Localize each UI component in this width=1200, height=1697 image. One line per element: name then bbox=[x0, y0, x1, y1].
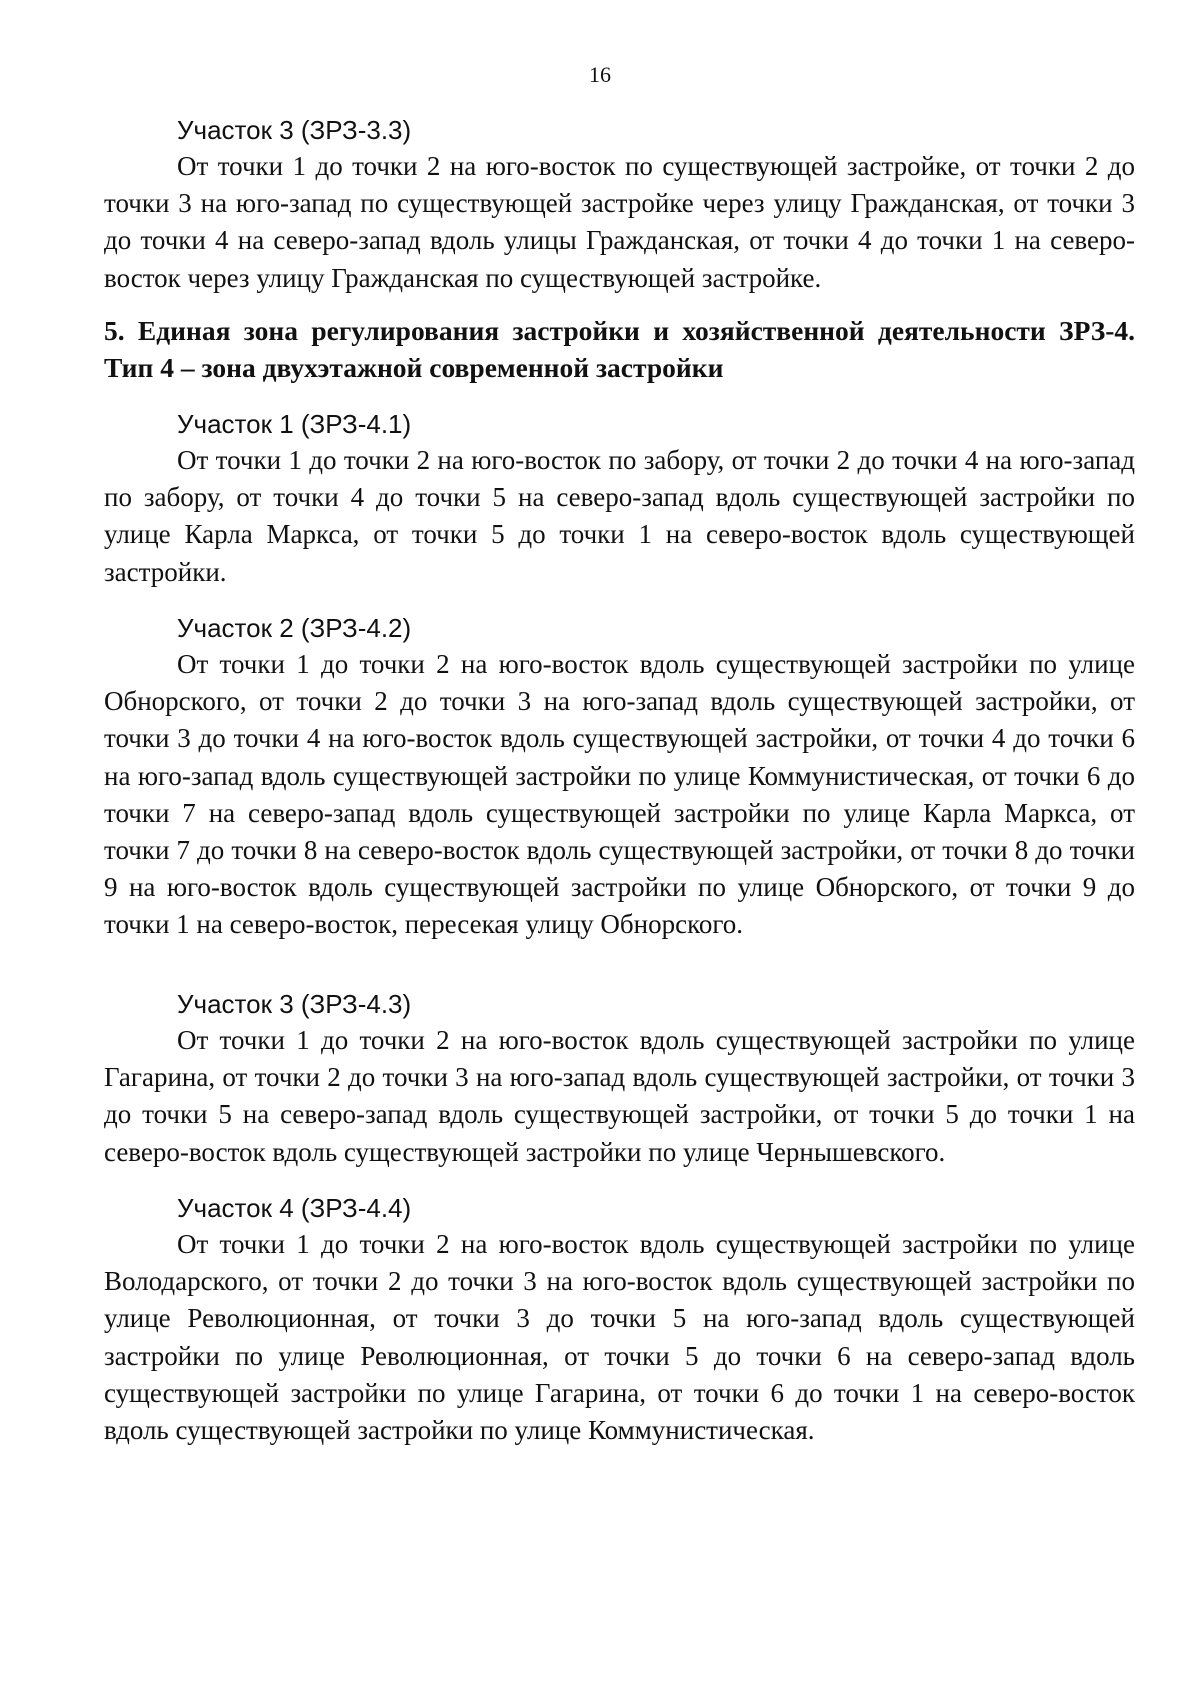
plot-label: Участок 1 (ЗРЗ-4.1) bbox=[177, 409, 412, 439]
plot-description: От точки 1 до точки 2 на юго-восток вдоль существующей застройки по улице Обнорского, от точки 2 до точки 3 на юго-запад вдоль существующей застройки, от точки 3 до точки 4 на юго-восток вдоль существующей застройки, от точки 4 до точки 6 на юго-запад вдоль существующей застройки по улице Коммунистическая, от точки 6 до точки 7 на северо-запад вдоль существующей застройки по улице Карла Маркса, от точки 7 до точки 8 на северо-восток вдоль существующей застройки, от точки 8 до точки 9 на юго-восток вдоль существующей застройки по улице Обнорского, от точки 9 до точки 1 на северо-восток, пересекая улицу Обнорского. bbox=[104, 649, 1135, 940]
plot-description: От точки 1 до точки 2 на юго-восток по существующей застройке, от точки 2 до точки 3 на юго-запад по существующей застройке через улицу Гражданская, от точки 3 до точки 4 на северо-запад вдоль улицы Гражданская, от точки 4 до точки 1 на северо-восток через улицу Гражданская по существующей застройке. bbox=[104, 151, 1135, 293]
plot-label: Участок 2 (ЗРЗ-4.2) bbox=[177, 613, 412, 643]
plot-block-zrz-4-2 bbox=[104, 610, 1135, 944]
plot-description: От точки 1 до точки 2 на юго-восток по забору, от точки 2 до точки 4 на юго-запад по забору, от точки 4 до точки 5 на северо-запад вдоль существующей застройки по улице Карла Маркса, от точки 5 до точки 1 на северо-восток вдоль существующей застройки. bbox=[104, 445, 1135, 587]
plot-label: Участок 3 (ЗРЗ-3.3) bbox=[177, 115, 412, 145]
plot-label: Участок 4 (ЗРЗ-4.4) bbox=[177, 1193, 412, 1223]
page-number: 16 bbox=[589, 62, 611, 87]
plot-description: От точки 1 до точки 2 на юго-восток вдоль существующей застройки по улице Гагарина, от точки 2 до точки 3 на юго-запад вдоль существующей застройки, от точки 3 до точки 5 на северо-запад вдоль существующей застройки, от точки 5 до точки 1 на северо-восток вдоль существующей застройки по улице Чернышевского. bbox=[104, 1025, 1135, 1167]
plot-block-zrz-3-3 bbox=[104, 112, 1135, 297]
plot-block-zrz-4-4 bbox=[104, 1190, 1135, 1449]
plot-description: От точки 1 до точки 2 на юго-восток вдоль существующей застройки по улице Володарского, от точки 2 до точки 3 на юго-восток вдоль существующей застройки по улице Революционная, от точки 3 до точки 5 на юго-запад вдоль существующей застройки по улице Революционная, от точки 5 до точки 6 на северо-запад вдоль существующей застройки по улице Гагарина, от точки 6 до точки 1 на северо-восток вдоль существующей застройки по улице Коммунистическая. bbox=[104, 1229, 1135, 1446]
section-heading-block bbox=[104, 312, 1135, 386]
plot-block-zrz-4-1 bbox=[104, 406, 1135, 591]
plot-block-zrz-4-3 bbox=[104, 986, 1135, 1171]
section-heading: 5. Единая зона регулирования застройки и хозяйственной деятельности ЗРЗ-4. Тип 4 – зона двухэтажной современной застройки bbox=[104, 315, 1135, 383]
plot-label: Участок 3 (ЗРЗ-4.3) bbox=[177, 989, 412, 1019]
